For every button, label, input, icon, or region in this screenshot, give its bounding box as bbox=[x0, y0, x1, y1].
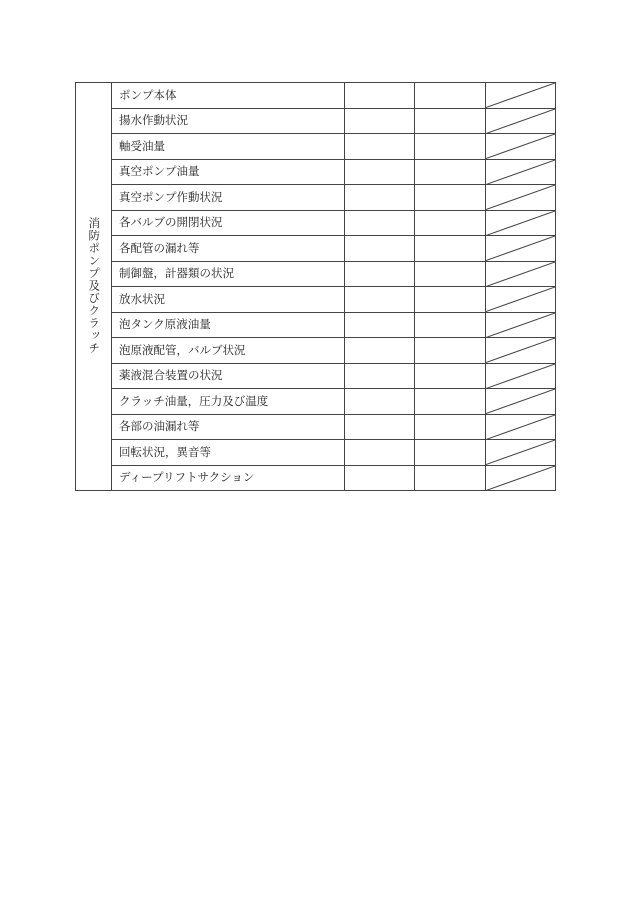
diagonal-slash-icon bbox=[486, 109, 555, 134]
item-label: クラッチ油量，圧力及び温度 bbox=[112, 389, 345, 415]
result-cell bbox=[345, 389, 415, 415]
table-row bbox=[76, 465, 556, 491]
table-row bbox=[76, 287, 556, 313]
item-label: ポンプ本体 bbox=[112, 83, 345, 109]
result-cell bbox=[345, 465, 415, 491]
result-cell bbox=[345, 159, 415, 185]
result-cell bbox=[345, 210, 415, 236]
action-cell bbox=[415, 83, 486, 109]
diagonal-slash-icon bbox=[486, 287, 555, 312]
table-row bbox=[76, 363, 556, 389]
item-label: 泡タンク原液油量 bbox=[112, 312, 345, 338]
action-cell bbox=[415, 108, 486, 134]
crossed-cell bbox=[486, 83, 556, 109]
table-row bbox=[76, 312, 556, 338]
diagonal-slash-icon bbox=[486, 415, 555, 440]
action-cell bbox=[415, 236, 486, 262]
result-cell bbox=[345, 83, 415, 109]
table-row bbox=[76, 261, 556, 287]
item-label: 真空ポンプ油量 bbox=[112, 159, 345, 185]
crossed-cell bbox=[486, 312, 556, 338]
crossed-cell bbox=[486, 363, 556, 389]
crossed-cell bbox=[486, 287, 556, 313]
diagonal-slash-icon bbox=[486, 338, 555, 363]
table-row bbox=[76, 338, 556, 364]
item-label: 薬液混合装置の状況 bbox=[112, 363, 345, 389]
crossed-cell bbox=[486, 185, 556, 211]
action-cell bbox=[415, 261, 486, 287]
item-label: ディープリフトサクション bbox=[112, 465, 345, 491]
diagonal-slash-icon bbox=[486, 160, 555, 185]
diagonal-slash-icon bbox=[486, 440, 555, 465]
item-label: 各配管の漏れ等 bbox=[112, 236, 345, 262]
action-cell bbox=[415, 287, 486, 313]
diagonal-slash-icon bbox=[486, 364, 555, 389]
table-row bbox=[76, 440, 556, 466]
diagonal-slash-icon bbox=[486, 313, 555, 338]
action-cell bbox=[415, 465, 486, 491]
group-label: 消防ポンプ及びクラッチ bbox=[87, 216, 102, 354]
table-row bbox=[76, 83, 556, 109]
action-cell bbox=[415, 389, 486, 415]
table-row bbox=[76, 389, 556, 415]
table-row bbox=[76, 134, 556, 160]
diagonal-slash-icon bbox=[486, 236, 555, 261]
crossed-cell bbox=[486, 236, 556, 262]
crossed-cell bbox=[486, 210, 556, 236]
table-row bbox=[76, 414, 556, 440]
diagonal-slash-icon bbox=[486, 466, 555, 491]
table-row bbox=[76, 108, 556, 134]
crossed-cell bbox=[486, 414, 556, 440]
item-label: 軸受油量 bbox=[112, 134, 345, 160]
diagonal-slash-icon bbox=[486, 185, 555, 210]
result-cell bbox=[345, 338, 415, 364]
item-label: 回転状況，異音等 bbox=[112, 440, 345, 466]
diagonal-slash-icon bbox=[486, 83, 555, 108]
item-label: 放水状況 bbox=[112, 287, 345, 313]
result-cell bbox=[345, 414, 415, 440]
result-cell bbox=[345, 287, 415, 313]
crossed-cell bbox=[486, 134, 556, 160]
action-cell bbox=[415, 159, 486, 185]
inspection-rows bbox=[76, 83, 556, 491]
crossed-cell bbox=[486, 108, 556, 134]
result-cell bbox=[345, 185, 415, 211]
result-cell bbox=[345, 312, 415, 338]
item-label: 制御盤，計器類の状況 bbox=[112, 261, 345, 287]
crossed-cell bbox=[486, 261, 556, 287]
crossed-cell bbox=[486, 389, 556, 415]
result-cell bbox=[345, 236, 415, 262]
table-row bbox=[76, 210, 556, 236]
diagonal-slash-icon bbox=[486, 134, 555, 159]
item-label: 真空ポンプ作動状況 bbox=[112, 185, 345, 211]
crossed-cell bbox=[486, 338, 556, 364]
action-cell bbox=[415, 312, 486, 338]
diagonal-slash-icon bbox=[486, 262, 555, 287]
diagonal-slash-icon bbox=[486, 211, 555, 236]
result-cell bbox=[345, 440, 415, 466]
action-cell bbox=[415, 414, 486, 440]
result-cell bbox=[345, 261, 415, 287]
table-row bbox=[76, 159, 556, 185]
action-cell bbox=[415, 363, 486, 389]
crossed-cell bbox=[486, 440, 556, 466]
crossed-cell bbox=[486, 465, 556, 491]
diagonal-slash-icon bbox=[486, 389, 555, 414]
table-row bbox=[76, 185, 556, 211]
action-cell bbox=[415, 338, 486, 364]
action-cell bbox=[415, 134, 486, 160]
item-label: 揚水作動状況 bbox=[112, 108, 345, 134]
result-cell bbox=[345, 108, 415, 134]
action-cell bbox=[415, 185, 486, 211]
action-cell bbox=[415, 210, 486, 236]
action-cell bbox=[415, 440, 486, 466]
crossed-cell bbox=[486, 159, 556, 185]
item-label: 各部の油漏れ等 bbox=[112, 414, 345, 440]
result-cell bbox=[345, 363, 415, 389]
table-row bbox=[76, 236, 556, 262]
result-cell bbox=[345, 134, 415, 160]
inspection-table bbox=[75, 82, 556, 491]
item-label: 各バルブの開閉状況 bbox=[112, 210, 345, 236]
group-cell bbox=[76, 83, 112, 491]
item-label: 泡原液配管，バルブ状況 bbox=[112, 338, 345, 364]
